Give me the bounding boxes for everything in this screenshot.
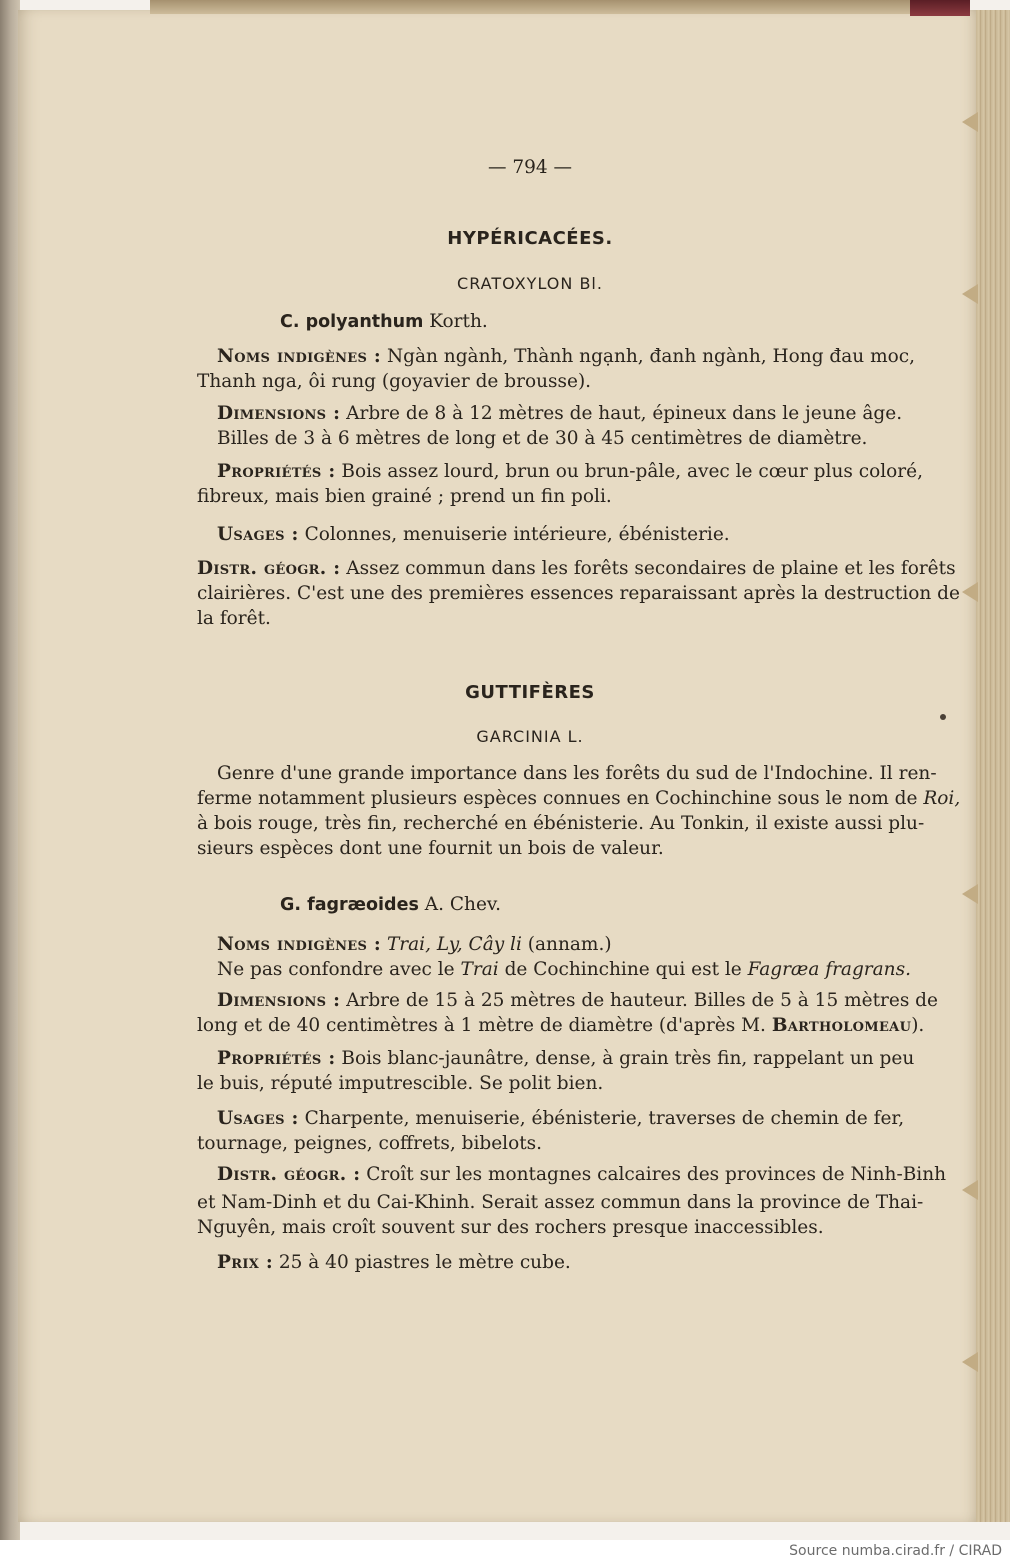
noms-rest: (annam.) (527, 934, 612, 955)
proprietes-text-g1: Bois blanc-jaunâtre, dense, à grain très fin, rappelant un peu (341, 1048, 915, 1069)
intro-line-3: à bois rouge, très fin, recherché en ébénisterie. Au Tonkin, il existe aussi plu- (197, 813, 925, 834)
intro-line-4: sieurs espèces dont une fournit un bois de valeur. (197, 838, 664, 859)
book-right-edge (976, 10, 1010, 1522)
ink-spot (940, 714, 946, 720)
usages-line-1 (217, 522, 730, 547)
source-credit: Source numba.cirad.fr / CIRAD (789, 1543, 1002, 1559)
prix-text: 25 à 40 piastres le mètre cube. (278, 1252, 571, 1273)
species-name-2: G. fagræoides (280, 895, 419, 915)
species-heading-2 (280, 892, 501, 918)
dimensions-close: ). (911, 1015, 925, 1036)
species-author: Korth. (429, 311, 488, 332)
proprietes-label: Propriétés : (217, 461, 336, 482)
proprietes-line-g1 (217, 1046, 914, 1071)
usages-text-g1: Charpente, menuiserie, ébénisterie, traverses de chemin de fer, (304, 1108, 905, 1129)
intro-roi: Roi, (923, 788, 961, 809)
page-tab-mark (962, 112, 978, 132)
dimensions-line-g2 (197, 1013, 924, 1038)
noms-label-2: Noms indigènes : (217, 934, 382, 955)
page-tab-mark (962, 1352, 978, 1372)
dimensions-line-g1 (217, 988, 938, 1013)
prix-label: Prix : (217, 1252, 273, 1273)
genus-heading-cratoxylon: CRATOXYLON Bl. (457, 274, 603, 293)
noms-label: Noms indigènes : (217, 346, 382, 367)
species-heading (280, 309, 488, 335)
genus-heading-garcinia: GARCINIA L. (476, 727, 584, 746)
usages-label: Usages : (217, 524, 299, 545)
usages-line-g2: tournage, peignes, coffrets, bibelots. (197, 1133, 543, 1154)
noms-line-1 (217, 344, 915, 369)
usages-label-2: Usages : (217, 1108, 299, 1129)
intro-line-2 (197, 786, 960, 811)
note-c: de Cochinchine qui est le (504, 959, 742, 980)
prix-line (217, 1250, 571, 1275)
species-author-2: A. Chev. (424, 894, 502, 915)
footer-bar (0, 1540, 1010, 1566)
distr-label: Distr. géogr. : (197, 558, 341, 579)
distr-text-g1: Croît sur les montagnes calcaires des provinces de Ninh-Binh (366, 1164, 947, 1185)
noms-line-2: Thanh nga, ôi rung (goyavier de brousse). (197, 371, 592, 392)
proprietes-line-2: fibreux, mais bien grainé ; prend un fin poli. (197, 486, 612, 507)
book-top-edge (150, 0, 970, 14)
distr-text-1: Assez commun dans les forêts secondaires de plaine et les forêts (346, 558, 956, 579)
page-tab-mark (962, 1180, 978, 1200)
usages-text-1: Colonnes, menuiserie intérieure, ébénisterie. (304, 524, 730, 545)
proprietes-label-2: Propriétés : (217, 1048, 336, 1069)
dimensions-text-g1: Arbre de 15 à 25 mètres de hauteur. Billes de 5 à 15 mètres de (346, 990, 938, 1011)
distr-line-g3: Nguyên, mais croît souvent sur des rochers presque inaccessibles. (197, 1217, 824, 1238)
dimensions-text-g2: long et de 40 centimètres à 1 mètre de diamètre (d'après M. (197, 1015, 766, 1036)
distr-label-2: Distr. géogr. : (217, 1164, 361, 1185)
family-heading-hypericacees: HYPÉRICACÉES. (447, 228, 613, 249)
usages-line-g1 (217, 1106, 904, 1131)
species-name: C. polyanthum (280, 312, 424, 332)
proprietes-line-g2: le buis, réputé imputrescible. Se polit bien. (197, 1073, 604, 1094)
page-number: — 794 — (487, 157, 573, 178)
note-line (217, 957, 911, 982)
page-tab-mark (962, 884, 978, 904)
dimensions-label: Dimensions : (217, 403, 341, 424)
distr-line-3: la forêt. (197, 608, 271, 629)
distr-line-2: clairières. C'est une des premières essences reparaissant après la destruction de (197, 583, 960, 604)
bartholomeau: Bartholomeau (771, 1015, 912, 1036)
dimensions-line-2: Billes de 3 à 6 mètres de long et de 30 à 45 centimètres de diamètre. (217, 428, 868, 449)
noms-italic: Trai, Ly, Cây li (386, 934, 522, 955)
page-tab-mark (962, 582, 978, 602)
page-tab-mark (962, 284, 978, 304)
distr-line-g2: et Nam-Dinh et du Cai-Khinh. Serait assez commun dans la province de Thai- (197, 1192, 924, 1213)
proprietes-text-1: Bois assez lourd, brun ou brun-pâle, avec le cœur plus coloré, (341, 461, 923, 482)
dimensions-line-1 (217, 401, 902, 426)
dimensions-text-1: Arbre de 8 à 12 mètres de haut, épineux dans le jeune âge. (346, 403, 903, 424)
bookmark-ribbon (910, 0, 970, 16)
note-a: Ne pas confondre avec le (217, 959, 455, 980)
intro-text-2: ferme notamment plusieurs espèces connues en Cochinchine sous le nom de (197, 788, 918, 809)
distr-line-1 (197, 556, 956, 581)
dimensions-label-2: Dimensions : (217, 990, 341, 1011)
note-d: Fagræa fragrans. (747, 959, 911, 980)
family-heading-guttiferes: GUTTIFÈRES (465, 682, 595, 703)
noms-line-g1 (217, 932, 612, 957)
proprietes-line-1 (217, 459, 923, 484)
note-b: Trai (460, 959, 499, 980)
noms-text-1: Ngàn ngành, Thành ngạnh, đanh ngành, Hong đau moc, (386, 346, 916, 367)
book-left-edge (0, 0, 20, 1540)
distr-line-g1 (217, 1162, 946, 1187)
intro-line-1: Genre d'une grande importance dans les forêts du sud de l'Indochine. Il ren- (217, 763, 937, 784)
